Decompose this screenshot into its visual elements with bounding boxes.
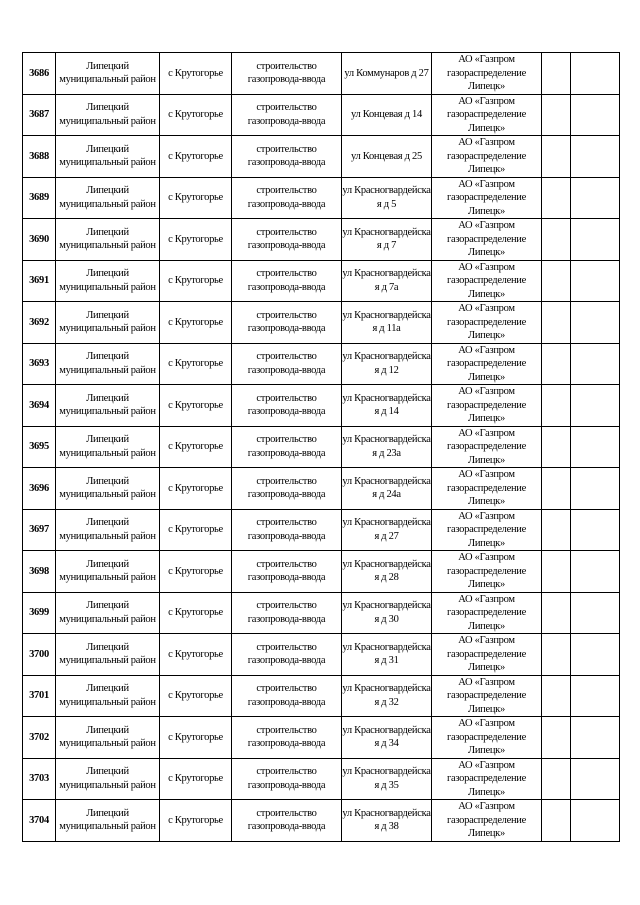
registry-table: [22, 52, 620, 842]
table-row: [23, 343, 620, 385]
locality-cell: с Крутогорье: [160, 426, 232, 468]
empty-cell: [542, 675, 571, 717]
empty-cell: [542, 302, 571, 344]
work-type-cell: строительство газопровода-ввода: [232, 675, 342, 717]
table-row: [23, 468, 620, 510]
organization-cell: АО «Газпром газораспределение Липецк»: [432, 343, 542, 385]
locality-cell: с Крутогорье: [160, 385, 232, 427]
empty-cell: [571, 468, 620, 510]
organization-cell: АО «Газпром газораспределение Липецк»: [432, 53, 542, 95]
organization-cell: АО «Газпром газораспределение Липецк»: [432, 136, 542, 178]
table-row: [23, 800, 620, 842]
empty-cell: [571, 343, 620, 385]
empty-cell: [542, 136, 571, 178]
empty-cell: [542, 426, 571, 468]
empty-cell: [542, 94, 571, 136]
empty-cell: [571, 385, 620, 427]
work-type-cell: строительство газопровода-ввода: [232, 219, 342, 261]
work-type-cell: строительство газопровода-ввода: [232, 758, 342, 800]
locality-cell: с Крутогорье: [160, 94, 232, 136]
organization-cell: АО «Газпром газораспределение Липецк»: [432, 302, 542, 344]
locality-cell: с Крутогорье: [160, 675, 232, 717]
row-number-cell: 3704: [23, 800, 56, 842]
organization-cell: АО «Газпром газораспределение Липецк»: [432, 177, 542, 219]
work-type-cell: строительство газопровода-ввода: [232, 385, 342, 427]
table-row: [23, 302, 620, 344]
address-cell: ул Коммунаров д 27: [342, 53, 432, 95]
district-cell: Липецкий муниципальный район: [56, 468, 160, 510]
table-row: [23, 592, 620, 634]
work-type-cell: строительство газопровода-ввода: [232, 343, 342, 385]
table-row: [23, 675, 620, 717]
empty-cell: [571, 53, 620, 95]
empty-cell: [571, 136, 620, 178]
empty-cell: [542, 551, 571, 593]
district-cell: Липецкий муниципальный район: [56, 551, 160, 593]
work-type-cell: строительство газопровода-ввода: [232, 509, 342, 551]
locality-cell: с Крутогорье: [160, 717, 232, 759]
row-number-cell: 3702: [23, 717, 56, 759]
empty-cell: [571, 675, 620, 717]
row-number-cell: 3692: [23, 302, 56, 344]
empty-cell: [542, 717, 571, 759]
row-number-cell: 3693: [23, 343, 56, 385]
district-cell: Липецкий муниципальный район: [56, 592, 160, 634]
empty-cell: [542, 468, 571, 510]
address-cell: ул Красногвардейска я д 38: [342, 800, 432, 842]
address-cell: ул Красногвардейска я д 27: [342, 509, 432, 551]
organization-cell: АО «Газпром газораспределение Липецк»: [432, 758, 542, 800]
empty-cell: [542, 219, 571, 261]
district-cell: Липецкий муниципальный район: [56, 136, 160, 178]
address-cell: ул Концевая д 25: [342, 136, 432, 178]
table-row: [23, 551, 620, 593]
organization-cell: АО «Газпром газораспределение Липецк»: [432, 634, 542, 676]
district-cell: Липецкий муниципальный район: [56, 343, 160, 385]
locality-cell: с Крутогорье: [160, 509, 232, 551]
empty-cell: [542, 53, 571, 95]
row-number-cell: 3695: [23, 426, 56, 468]
empty-cell: [571, 551, 620, 593]
organization-cell: АО «Газпром газораспределение Липецк»: [432, 219, 542, 261]
empty-cell: [571, 758, 620, 800]
district-cell: Липецкий муниципальный район: [56, 634, 160, 676]
district-cell: Липецкий муниципальный район: [56, 385, 160, 427]
empty-cell: [571, 634, 620, 676]
empty-cell: [571, 302, 620, 344]
district-cell: Липецкий муниципальный район: [56, 426, 160, 468]
table-row: [23, 717, 620, 759]
locality-cell: с Крутогорье: [160, 260, 232, 302]
district-cell: Липецкий муниципальный район: [56, 177, 160, 219]
district-cell: Липецкий муниципальный район: [56, 94, 160, 136]
locality-cell: с Крутогорье: [160, 219, 232, 261]
row-number-cell: 3701: [23, 675, 56, 717]
row-number-cell: 3691: [23, 260, 56, 302]
empty-cell: [571, 94, 620, 136]
work-type-cell: строительство газопровода-ввода: [232, 136, 342, 178]
empty-cell: [571, 592, 620, 634]
empty-cell: [542, 509, 571, 551]
table-row: [23, 177, 620, 219]
row-number-cell: 3696: [23, 468, 56, 510]
district-cell: Липецкий муниципальный район: [56, 800, 160, 842]
table-row: [23, 53, 620, 95]
locality-cell: с Крутогорье: [160, 551, 232, 593]
work-type-cell: строительство газопровода-ввода: [232, 53, 342, 95]
organization-cell: АО «Газпром газораспределение Липецк»: [432, 717, 542, 759]
district-cell: Липецкий муниципальный район: [56, 758, 160, 800]
work-type-cell: строительство газопровода-ввода: [232, 468, 342, 510]
row-number-cell: 3703: [23, 758, 56, 800]
empty-cell: [542, 260, 571, 302]
district-cell: Липецкий муниципальный район: [56, 53, 160, 95]
row-number-cell: 3686: [23, 53, 56, 95]
table-body: [23, 53, 620, 842]
table-row: [23, 136, 620, 178]
address-cell: ул Красногвардейска я д 14: [342, 385, 432, 427]
organization-cell: АО «Газпром газораспределение Липецк»: [432, 592, 542, 634]
empty-cell: [571, 800, 620, 842]
organization-cell: АО «Газпром газораспределение Липецк»: [432, 468, 542, 510]
row-number-cell: 3698: [23, 551, 56, 593]
empty-cell: [542, 177, 571, 219]
empty-cell: [542, 758, 571, 800]
district-cell: Липецкий муниципальный район: [56, 302, 160, 344]
work-type-cell: строительство газопровода-ввода: [232, 426, 342, 468]
empty-cell: [542, 634, 571, 676]
address-cell: ул Концевая д 14: [342, 94, 432, 136]
row-number-cell: 3699: [23, 592, 56, 634]
organization-cell: АО «Газпром газораспределение Липецк»: [432, 385, 542, 427]
row-number-cell: 3690: [23, 219, 56, 261]
row-number-cell: 3689: [23, 177, 56, 219]
empty-cell: [571, 219, 620, 261]
work-type-cell: строительство газопровода-ввода: [232, 260, 342, 302]
address-cell: ул Красногвардейска я д 12: [342, 343, 432, 385]
organization-cell: АО «Газпром газораспределение Липецк»: [432, 551, 542, 593]
row-number-cell: 3688: [23, 136, 56, 178]
locality-cell: с Крутогорье: [160, 758, 232, 800]
address-cell: ул Красногвардейска я д 28: [342, 551, 432, 593]
empty-cell: [571, 260, 620, 302]
empty-cell: [571, 717, 620, 759]
address-cell: ул Красногвардейска я д 23а: [342, 426, 432, 468]
address-cell: ул Красногвардейска я д 5: [342, 177, 432, 219]
table-row: [23, 634, 620, 676]
empty-cell: [542, 592, 571, 634]
organization-cell: АО «Газпром газораспределение Липецк»: [432, 94, 542, 136]
address-cell: ул Красногвардейска я д 32: [342, 675, 432, 717]
locality-cell: с Крутогорье: [160, 800, 232, 842]
empty-cell: [542, 800, 571, 842]
table-row: [23, 94, 620, 136]
empty-cell: [542, 343, 571, 385]
work-type-cell: строительство газопровода-ввода: [232, 302, 342, 344]
empty-cell: [571, 426, 620, 468]
organization-cell: АО «Газпром газораспределение Липецк»: [432, 260, 542, 302]
locality-cell: с Крутогорье: [160, 136, 232, 178]
row-number-cell: 3697: [23, 509, 56, 551]
table-row: [23, 219, 620, 261]
address-cell: ул Красногвардейска я д 34: [342, 717, 432, 759]
table-row: [23, 385, 620, 427]
locality-cell: с Крутогорье: [160, 634, 232, 676]
work-type-cell: строительство газопровода-ввода: [232, 800, 342, 842]
address-cell: ул Красногвардейска я д 7а: [342, 260, 432, 302]
work-type-cell: строительство газопровода-ввода: [232, 551, 342, 593]
address-cell: ул Красногвардейска я д 31: [342, 634, 432, 676]
organization-cell: АО «Газпром газораспределение Липецк»: [432, 509, 542, 551]
locality-cell: с Крутогорье: [160, 302, 232, 344]
empty-cell: [542, 385, 571, 427]
district-cell: Липецкий муниципальный район: [56, 219, 160, 261]
work-type-cell: строительство газопровода-ввода: [232, 592, 342, 634]
empty-cell: [571, 509, 620, 551]
work-type-cell: строительство газопровода-ввода: [232, 717, 342, 759]
table-row: [23, 260, 620, 302]
row-number-cell: 3687: [23, 94, 56, 136]
district-cell: Липецкий муниципальный район: [56, 675, 160, 717]
work-type-cell: строительство газопровода-ввода: [232, 634, 342, 676]
address-cell: ул Красногвардейска я д 35: [342, 758, 432, 800]
table-row: [23, 758, 620, 800]
address-cell: ул Красногвардейска я д 30: [342, 592, 432, 634]
locality-cell: с Крутогорье: [160, 53, 232, 95]
locality-cell: с Крутогорье: [160, 468, 232, 510]
organization-cell: АО «Газпром газораспределение Липецк»: [432, 675, 542, 717]
address-cell: ул Красногвардейска я д 7: [342, 219, 432, 261]
district-cell: Липецкий муниципальный район: [56, 260, 160, 302]
locality-cell: с Крутогорье: [160, 592, 232, 634]
work-type-cell: строительство газопровода-ввода: [232, 177, 342, 219]
organization-cell: АО «Газпром газораспределение Липецк»: [432, 800, 542, 842]
table-row: [23, 426, 620, 468]
empty-cell: [571, 177, 620, 219]
district-cell: Липецкий муниципальный район: [56, 717, 160, 759]
organization-cell: АО «Газпром газораспределение Липецк»: [432, 426, 542, 468]
locality-cell: с Крутогорье: [160, 177, 232, 219]
district-cell: Липецкий муниципальный район: [56, 509, 160, 551]
row-number-cell: 3700: [23, 634, 56, 676]
address-cell: ул Красногвардейска я д 11а: [342, 302, 432, 344]
table-row: [23, 509, 620, 551]
work-type-cell: строительство газопровода-ввода: [232, 94, 342, 136]
locality-cell: с Крутогорье: [160, 343, 232, 385]
row-number-cell: 3694: [23, 385, 56, 427]
address-cell: ул Красногвардейска я д 24а: [342, 468, 432, 510]
